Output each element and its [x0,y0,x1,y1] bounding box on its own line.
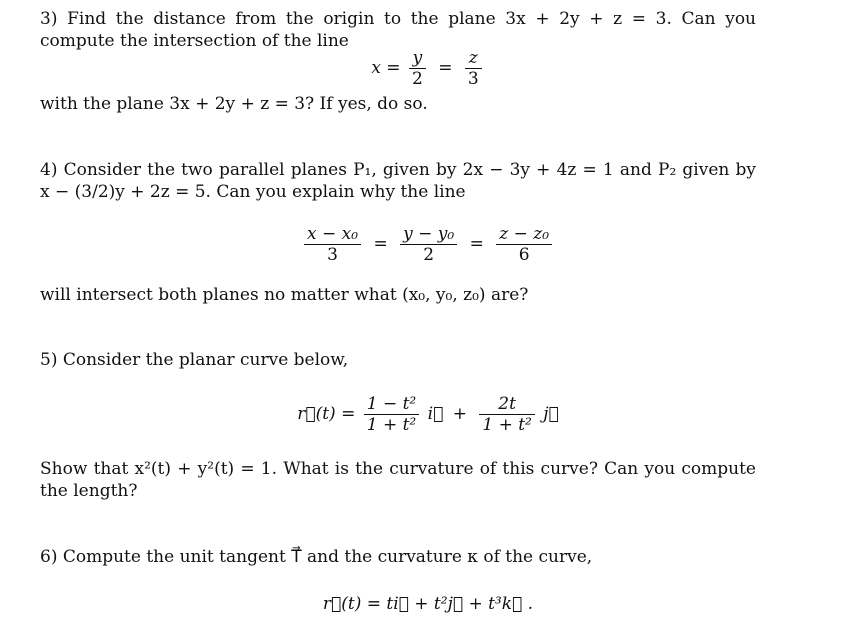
problem-4-intro: 4) Consider the two parallel planes P₁, given by 2x − 3y + 4z = 1 and P₂ given by x − (3/2)y + 2z = 5. Can you explain why the line [40,160,756,202]
problem-5-outro: Show that x²(t) + y²(t) = 1. What is the curvature of this curve? Can you compute the length? [40,459,756,501]
eq4-fraction-3 [496,224,552,265]
eq5-lhs: r⃗(t) = [297,404,356,424]
eq3-f1-den: 2 [411,69,423,89]
eq4-equals-2: = [469,234,484,254]
eq3-lhs: x = [371,58,401,78]
eq5-i-vector: i⃗ [427,404,444,424]
eq3-fraction-1 [409,48,426,89]
eq5-plus: + [452,404,467,424]
problem-4-line-equation [0,224,856,265]
eq5-j-vector: j⃗ [543,404,559,424]
eq5-fraction-1 [364,394,420,435]
eq3-fraction-2 [465,48,482,89]
eq5-f1-den: 1 + t² [366,415,417,435]
eq4-fraction-1 [304,224,361,265]
problem-6-curve-equation: r⃗(t) = ti⃗ + t²j⃗ + t³k⃗ . [322,594,534,614]
eq3-f1-num: y [409,48,426,69]
problem-3-line-equation [0,48,856,89]
eq4-f1-num: x − x₀ [304,224,361,245]
eq4-fraction-2 [400,224,457,265]
eq4-f3-den: 6 [518,245,530,265]
eq5-f2-num: 2t [479,394,535,415]
eq4-f1-den: 3 [327,245,338,265]
eq3-f2-den: 3 [467,69,479,89]
eq4-equals-1: = [373,234,388,254]
eq4-f2-num: y − y₀ [400,224,457,245]
problem-3-intro: 3) Find the distance from the origin to the plane 3x + 2y + z = 3. Can you compute the intersection of the line [40,9,756,51]
eq3-f2-num: z [465,48,482,69]
eq4-f2-den: 2 [423,245,435,265]
eq5-f2-den: 1 + t² [482,415,532,435]
problem-5-intro: 5) Consider the planar curve below, [40,350,349,370]
eq5-f1-num: 1 − t² [364,394,420,415]
problem-3-outro: with the plane 3x + 2y + z = 3? If yes, do so. [40,94,428,114]
problem-5-curve-equation [0,394,856,435]
eq4-f3-num: z − z₀ [496,224,552,245]
eq3-equals: = [438,58,453,78]
eq5-fraction-2 [479,394,535,435]
problem-4-outro: will intersect both planes no matter what (x₀, y₀, z₀) are? [40,285,529,305]
problem-6-intro: 6) Compute the unit tangent T⃗ and the curvature κ of the curve, [40,547,593,567]
